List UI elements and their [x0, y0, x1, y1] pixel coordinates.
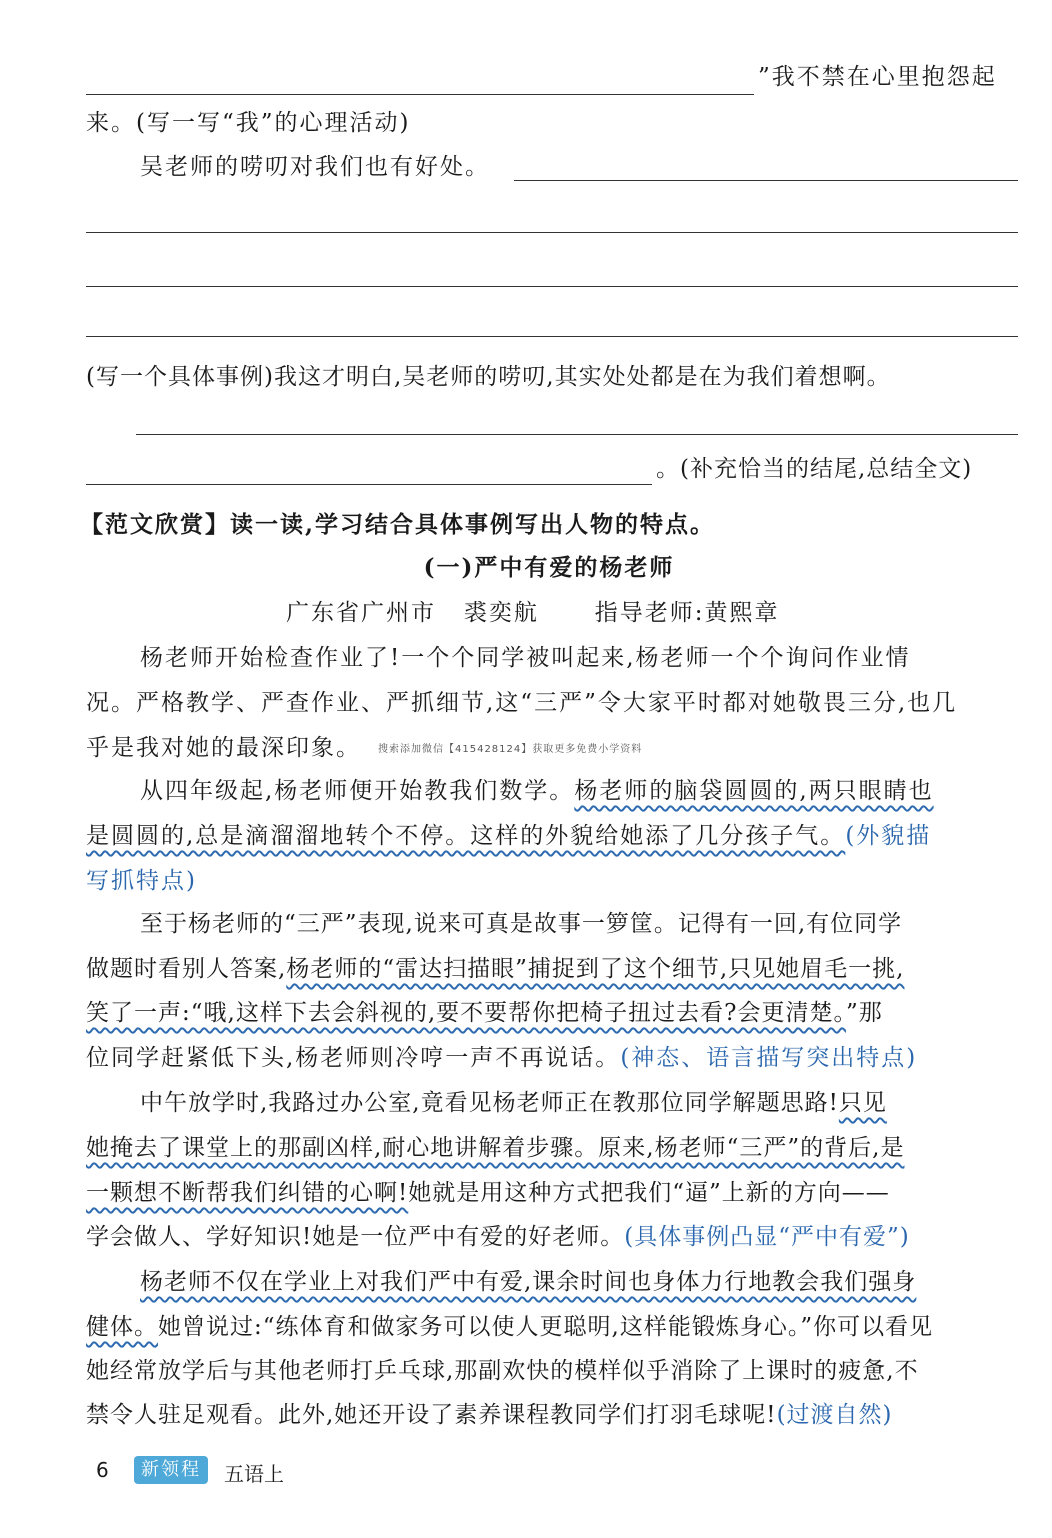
answer-blank[interactable]	[514, 180, 1018, 181]
paragraph-line	[140, 776, 1020, 806]
highlighted-text: 杨老师的脑袋圆圆的,两只眼睛也	[574, 778, 934, 804]
paragraph-line	[140, 1267, 1020, 1297]
highlighted-text: 她掩去了课堂上的那副凶样,耐心地讲解着步骤。原来,杨老师“三严”的背后,是	[86, 1135, 905, 1161]
section-label: 【范文欣赏】	[80, 511, 230, 538]
plain-text: 做题时看别人答案,	[86, 956, 287, 982]
paragraph-line	[140, 1088, 1020, 1118]
plain-text: 禁令人驻足观看。此外,她还开设了素养课程教同学们打羽毛球呢!	[86, 1402, 777, 1428]
paragraph-line	[86, 1133, 1018, 1163]
paragraph-line: 况。严格教学、严查作业、严抓细节,这“三严”令大家平时都对她敬畏三分,也几	[86, 690, 958, 716]
answer-blank[interactable]	[136, 434, 1018, 435]
answer-blank[interactable]	[86, 336, 1018, 337]
answer-blank[interactable]	[86, 94, 754, 95]
plain-text: 位同学赶紧低下头,杨老师则冷哼一声不再说话。	[86, 1045, 621, 1071]
paragraph-line	[86, 1312, 1018, 1342]
section-instruction: 读一读,学习结合具体事例写出人物的特点。	[230, 511, 716, 538]
paragraph-line	[86, 1400, 1018, 1430]
highlighted-text: 一颗想不断帮我们纠错的心啊!	[86, 1180, 409, 1206]
annotation-text: (过渡自然)	[776, 1402, 893, 1428]
subject-label: 五语上	[224, 1462, 284, 1486]
plain-text: 她曾说过:“练体育和做家务可以使人更聪明,这样能锻炼身心。”你可以看见	[158, 1314, 934, 1340]
exercise-line: 吴老师的唠叨对我们也有好处。	[140, 154, 490, 180]
exercise-line: 来。(写一写“我”的心理活动)	[86, 110, 411, 136]
paragraph-line: 她经常放学后与其他老师打乒乓球,那副欢快的模样似乎消除了上课时的疲惫,不	[86, 1358, 919, 1384]
plain-text: 中午放学时,我路过办公室,竟看见杨老师正在教那位同学解题思路!	[140, 1090, 839, 1116]
highlighted-text: 笑了一声:“哦,这样下去会斜视的,要不要帮你把椅子扭过去看?会更清楚。	[86, 1000, 846, 1026]
paragraph-line	[86, 821, 1018, 851]
answer-blank[interactable]	[86, 484, 652, 485]
exercise-line: (写一个具体事例)我这才明白,吴老师的唠叨,其实处处都是在为我们着想啊。	[86, 364, 891, 390]
highlighted-text: 健体。	[86, 1314, 158, 1340]
paragraph-line	[86, 998, 1018, 1028]
paragraph-line: 至于杨老师的“三严”表现,说来可真是故事一箩筐。记得有一回,有位同学	[140, 911, 903, 937]
highlighted-text: 是圆圆的,总是滴溜溜地转个不停。这样的外貌给她添了几分孩子气。	[86, 823, 846, 849]
paragraph-line: 乎是我对她的最深印象。	[86, 735, 361, 761]
paragraph-line	[86, 1178, 1018, 1208]
highlighted-text: 杨老师的“雷达扫描眼”捕捉到了这个细节,只见她眉毛一挑,	[286, 956, 905, 982]
answer-blank[interactable]	[86, 232, 1018, 233]
highlighted-text: 只见	[838, 1090, 887, 1116]
plain-text: 从四年级起,杨老师便开始教我们数学。	[140, 778, 575, 804]
paragraph-line	[86, 1222, 1018, 1252]
paragraph-line	[86, 954, 1018, 984]
answer-blank[interactable]	[86, 286, 1018, 287]
annotation-text: (神态、语言描写突出特点)	[620, 1045, 918, 1071]
paragraph-line: 杨老师开始检查作业了!一个个同学被叫起来,杨老师一个个询问作业情	[140, 645, 911, 671]
highlighted-text: 杨老师不仅在学业上对我们严中有爱,课余时间也身体力行地教会我们强身	[140, 1269, 917, 1295]
plain-text: 她就是用这种方式把我们“逼”上新的方向——	[408, 1180, 890, 1206]
section-intro	[80, 510, 1012, 540]
watermark-text: 搜索添加微信【415428124】获取更多免费小学资料	[378, 744, 643, 755]
header-text: ”我不禁在心里抱怨起	[758, 64, 997, 90]
essay-author: 广东省广州市 裘奕航 指导老师:黄熙章	[286, 600, 780, 626]
plain-text: 学会做人、学好知识!她是一位严中有爱的好老师。	[86, 1224, 625, 1250]
annotation-text: (具体事例凸显“严中有爱”)	[624, 1224, 910, 1250]
exercise-line: 。(补充恰当的结尾,总结全文)	[656, 456, 973, 482]
paragraph-line	[86, 1043, 1018, 1073]
page-number: 6	[96, 1458, 109, 1482]
essay-title: (一)严中有爱的杨老师	[423, 554, 675, 581]
annotation-text: (外貌描	[845, 823, 932, 849]
brand-badge: 新领程	[134, 1456, 208, 1484]
plain-text: ”那	[845, 1000, 883, 1026]
annotation-text: 写抓特点)	[86, 868, 197, 894]
